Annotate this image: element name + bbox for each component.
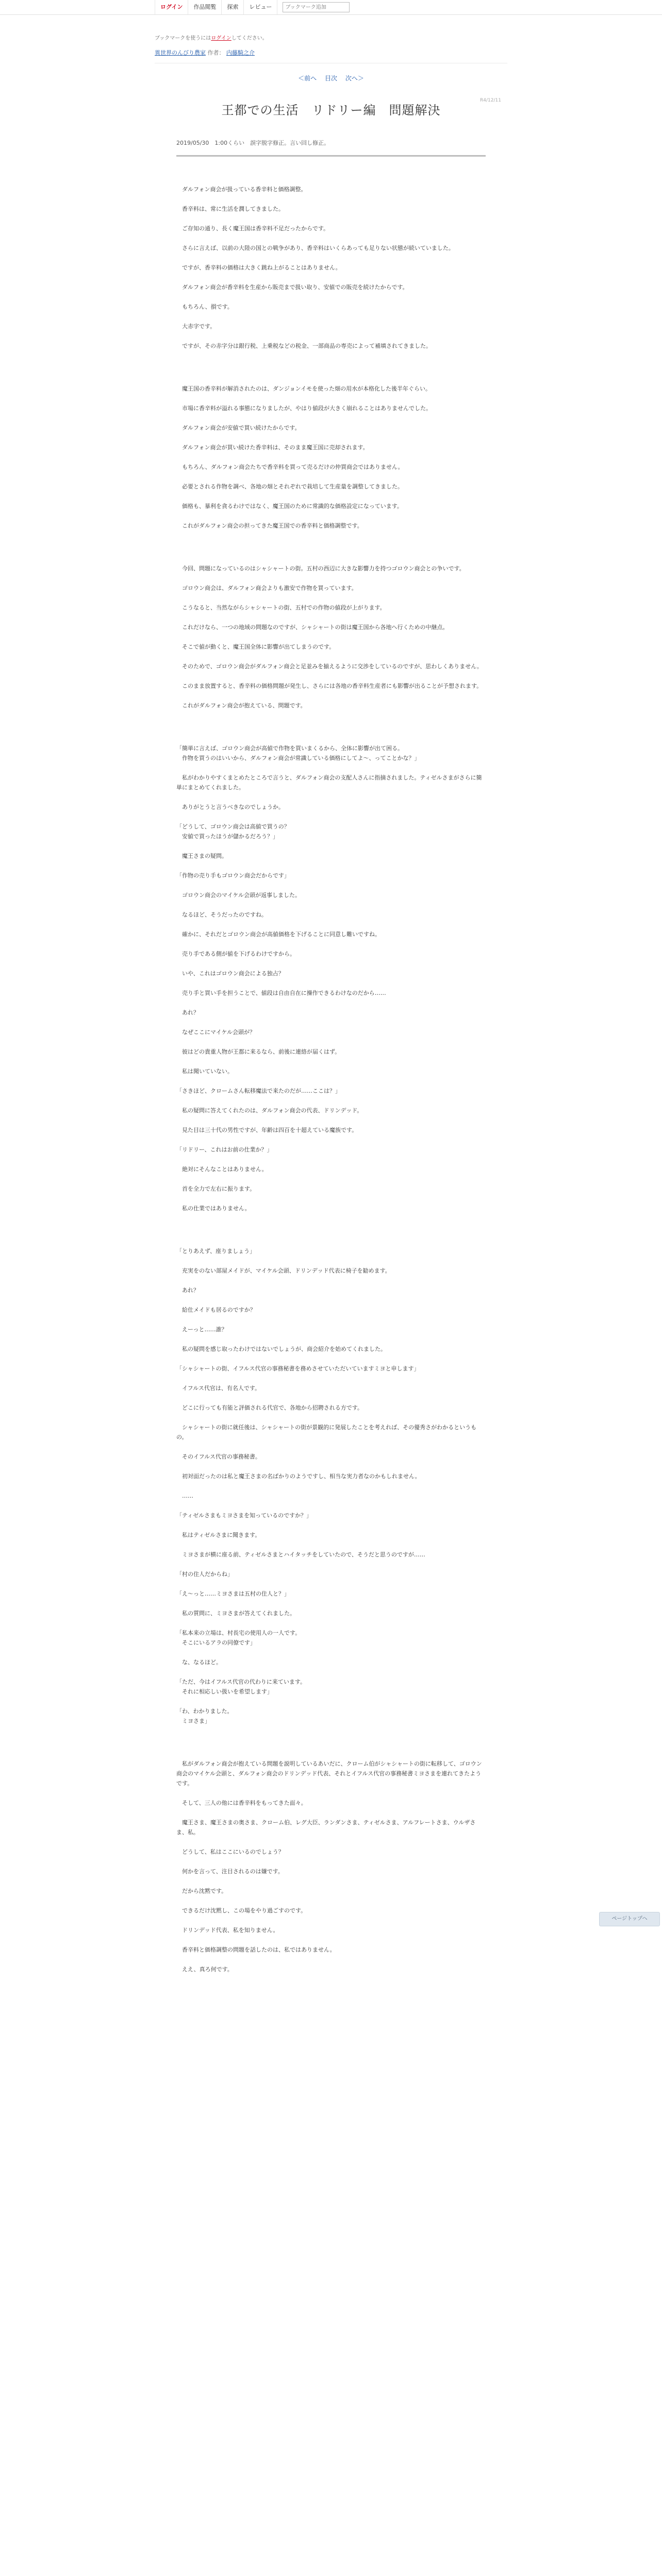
next-link[interactable]: 次へ＞ xyxy=(345,75,364,82)
body-paragraph: …… xyxy=(176,1493,193,1499)
body-paragraph: 必要とされる作物を調べ、各地の畑とそれぞれで栽培して生産量を調整してきました。 xyxy=(176,483,403,490)
body-paragraph: 魔王さま、魔王さまの奥さま、クローム伯、レグ大臣、ランダンさま、ティゼルさま、アルフレートさま、ウルザさま、私。 xyxy=(176,1819,476,1836)
body-paragraph: 充実をのない部屋メイドが、マイケル会頭、ドリンデッド代表に椅子を勧めます。 xyxy=(176,1267,391,1274)
body-paragraph: 「作物の売り手もゴロウン商会だからです」 xyxy=(176,872,290,879)
body-paragraph: ゴロウン商会は、ダルフォン商会よりも激安で作物を買っています。 xyxy=(176,585,357,591)
body-paragraph: 私がわかりやすくまとめたところで言うと、ダルフォン商会の支配人さんに指摘されました。ティゼルさまがさらに簡単にまとめてくれました。 xyxy=(176,774,482,791)
body-paragraph: ダルフォン商会が安値で買い続けたからです。 xyxy=(176,425,301,431)
nav-item-search[interactable]: 探索 xyxy=(222,0,244,14)
notice-prefix: ブックマークを使うには xyxy=(155,36,211,41)
page-top-button[interactable]: ページトップへ xyxy=(599,1912,660,1926)
body-paragraph: ダルフォン商会が買い続けた香辛料は、そのまま魔王国に売却されます。 xyxy=(176,444,369,451)
body-paragraph: 私がダルフォン商会が抱えている問題を説明しているあいだに、クローム伯がシャシャートの街に転移して、ゴロウン商会のマイケル会頭と、ダルフォン商会のドリンデッド代表、それとイフルス代官の事務秘書ミヨさまを連れてきたようです。 xyxy=(176,1760,482,1787)
body-paragraph: 絶対にそんなことはありません。 xyxy=(176,1166,268,1173)
body-paragraph: 価格も、暴利を貪るわけではなく、魔王国のために常識的な価格設定になっています。 xyxy=(176,503,403,510)
body-paragraph: ダルフォン商会が香辛料を生産から販売まで扱い取り、安値での販売を続けたからです。 xyxy=(176,284,408,291)
body-paragraph: ダルフォン商会が扱っている香辛料と価格調整。 xyxy=(176,186,307,193)
chapter-title: 王都での生活 リドリー編 問題解決 xyxy=(221,103,441,117)
body-paragraph: 香辛料は、常に生活を潤してきました。 xyxy=(176,206,284,212)
body-paragraph: 私は聞いていない。 xyxy=(176,1068,233,1075)
body-paragraph: ええ、真ろ何です。 xyxy=(176,1966,233,1973)
body-paragraph: いや、これはゴロウン商会による独占？ xyxy=(176,970,284,977)
body-paragraph: あれ？ xyxy=(176,1009,199,1016)
body-paragraph: 確かに、それだとゴロウン商会が高値価格を下げることに同意し難いですね。 xyxy=(176,931,380,938)
body-paragraph: 今回、問題になっているのはシャシャートの街。五村の西辺に大きな影響力を持つゴロウン商会との争いです。 xyxy=(176,565,465,572)
body-paragraph: どうして、私はここにいるのでしょう？ xyxy=(176,1849,284,1855)
notice-suffix: してください。 xyxy=(231,36,268,41)
body-paragraph: あれ？ xyxy=(176,1287,199,1294)
series-link[interactable]: 異世界のんびり農家 xyxy=(155,49,206,56)
body-paragraph: 魔王国の香辛料が解消されたのは、ダンジョンイモを使った畑の用水が本格化した後半年ぐらい。 xyxy=(176,385,432,392)
body-paragraph: もちろん、損です。 xyxy=(176,303,233,310)
body-paragraph: そのイフルス代官の事務秘書。 xyxy=(176,1453,261,1460)
body-paragraph: シャシャートの街に就任後は、シャシャートの街が景観的に発展したことを考えれば、その優秀さがわかるというもの。 xyxy=(176,1424,477,1440)
body-paragraph: 私の疑問を感じ取ったわけではないでしょうが、商会紹介を始めてくれました。 xyxy=(176,1346,386,1352)
body-paragraph: 「ティゼルさまもミヨさまを知っているのですか？」 xyxy=(176,1512,312,1519)
body-paragraph: 見た目は三十代の男性ですが、年齢は四百を十超えている魔族です。 xyxy=(176,1127,358,1133)
bookmark-input[interactable] xyxy=(283,2,350,12)
body-paragraph: 何かを言って、注目されるのは嫌です。 xyxy=(176,1868,284,1875)
body-paragraph: えーっと……誰？ xyxy=(176,1326,227,1333)
body-paragraph: できるだけ沈黙し、この場をやり過ごすのです。 xyxy=(176,1907,307,1914)
body-paragraph: そのためで、ゴロウン商会がダルフォン商会と足並みを揃えるように交渉をしているのですが、思わしくありません。 xyxy=(176,663,483,670)
bookmark-notice xyxy=(0,33,662,41)
author-label: 作者： xyxy=(207,49,225,56)
body-paragraph: なぜここにマイケル会頭が？ xyxy=(176,1029,256,1036)
body-paragraph: 大赤字です。 xyxy=(176,323,216,330)
body-paragraph: 私はティゼルさまに聞きます。 xyxy=(176,1532,261,1538)
body-paragraph: ドリンデッド代表、私を知りません。 xyxy=(176,1927,279,1934)
body-paragraph: そこで値が動くと、魔王国全体に影響が出てしまうのです。 xyxy=(176,643,335,650)
body-paragraph: 「さきほど、クロームさん転移魔法で来たのだが……ここは？」 xyxy=(176,1088,341,1094)
section-break xyxy=(176,1736,486,1759)
notice-login-link[interactable]: ログイン xyxy=(211,36,231,41)
body-paragraph: これがダルフォン商会の担ってきた魔王国での香辛料と価格調整です。 xyxy=(176,522,363,529)
chapter-pager xyxy=(0,74,662,82)
chapter-body xyxy=(176,184,486,1974)
body-paragraph: このまま放置すると、香辛料の価格問題が発生し、さらには各地の香辛料生産者にも影響が出ることが予想されます。 xyxy=(176,683,483,689)
author-link[interactable]: 内藤騎之介 xyxy=(226,49,255,56)
body-paragraph: ゴロウン商会のマイケル会頭が返事しました。 xyxy=(176,892,301,899)
body-paragraph: もちろん、ダルフォン商会たちで香辛料を買って売るだけの仲買商会ではありません。 xyxy=(176,464,404,470)
nav-item-review[interactable]: レビュー xyxy=(244,0,277,14)
title-underline xyxy=(176,155,486,157)
body-paragraph: 売り手と買い手を担うことで、値段は自由自在に操作できるわけなのだから…… xyxy=(176,990,386,996)
prev-link[interactable]: ＜前へ xyxy=(298,75,317,82)
body-paragraph: 「え～っと……ミヨさまは五村の住人と？」 xyxy=(176,1590,290,1597)
body-paragraph: 私の疑問に答えてくれたのは、ダルフォン商会の代表、ドリンデッド。 xyxy=(176,1107,363,1114)
body-paragraph: 「わ、わかりました。 ミヨさま」 xyxy=(176,1708,233,1724)
nav-item-browse[interactable]: 作品閲覧 xyxy=(188,0,222,14)
body-paragraph: ありがとうと言うべきなのでしょうか。 xyxy=(176,804,284,810)
body-paragraph: 私の仕業ではありません。 xyxy=(176,1205,251,1212)
body-paragraph: なるほど、そうだったのですね。 xyxy=(176,911,267,918)
body-paragraph: な、なるほど。 xyxy=(176,1659,222,1666)
body-paragraph: ですが、その赤字分は銀行税、上乗税などの税金、一部商品の専売によって補填されてきました。 xyxy=(176,343,432,349)
update-date: R4/12/11 xyxy=(480,98,501,103)
body-paragraph: 魔王さまの疑問。 xyxy=(176,853,227,859)
body-paragraph: 「私本来の立場は、村長宅の使用人の一人です。 そこにいるアラの同僚です」 xyxy=(176,1630,301,1646)
body-paragraph: 彼はどの貴重人物が王都に来るなら、前後に連絡が届くはず。 xyxy=(176,1048,341,1055)
body-paragraph: 私の質問に、ミヨさまが答えてくれました。 xyxy=(176,1610,295,1617)
body-paragraph: だから沈黙です。 xyxy=(176,1888,227,1894)
body-paragraph: 「簡単に言えば、ゴロウン商会が高値で作物を買いまくるから、全体に影響が出て困る。 作物を買うのはいいから、ダルフォン商会が常識している価格にしてよ～、ってことかな？」 xyxy=(176,745,420,761)
body-paragraph: ですが、香辛料の価格は大きく跳ね上がることはありません。 xyxy=(176,264,341,271)
body-paragraph: 「村の住人だからね」 xyxy=(176,1571,233,1578)
body-paragraph: どこに行っても有能と評価される代官で、各地から招聘される方です。 xyxy=(176,1404,363,1411)
body-paragraph: こうなると、当然ながらシャシャートの街、五村での作物の値段が上がります。 xyxy=(176,604,386,611)
revision-note: 2019/05/30 1:00くらい 誤字脱字修正。言い回し修正。 xyxy=(176,140,330,146)
chapter-article xyxy=(176,98,501,1974)
body-paragraph: 香辛料と価格調整の問題を話したのは、私ではありません。 xyxy=(176,1946,336,1953)
section-break xyxy=(176,720,486,743)
toc-link[interactable]: 目次 xyxy=(324,75,337,82)
body-paragraph: 売り手である側が値を下げるわけですから。 xyxy=(176,951,295,957)
body-paragraph: 市場に香辛料が溢れる事態になりましたが、やはり値段が大きく崩れることはありませんでした。 xyxy=(176,405,432,412)
login-button[interactable]: ログイン xyxy=(155,0,188,14)
body-paragraph: 「シャシャートの街、イフルス代官の事務秘書を務めさせていただいていますミヨと申します」 xyxy=(176,1365,420,1372)
body-paragraph: 給仕メイドも居るのですか？ xyxy=(176,1307,256,1313)
body-paragraph: これだけなら、一つの地域の問題なのですが、シャシャートの街は魔王国から各地へ行くための中継点。 xyxy=(176,624,449,631)
body-paragraph: 初対面だったのは私と魔王さまの名ばかりのようですし、相当な実力者なのかもしれません。 xyxy=(176,1473,421,1480)
body-paragraph: 首を全力で左右に振ります。 xyxy=(176,1185,256,1192)
section-break xyxy=(176,361,486,384)
body-paragraph: 「ただ、今はイフルス代官の代わりに来ています。 それに相応しい扱いを希望します」 xyxy=(176,1679,306,1695)
body-paragraph: さらに言えば、以前の大陸の国との戦争があり、香辛料はいくらあっても足りない状態が続いていました。 xyxy=(176,245,454,251)
body-paragraph: これがダルフォン商会が抱えている、問題です。 xyxy=(176,702,306,709)
body-paragraph: ミヨさまが横に座る前、ティゼルさまとハイタッチをしていたので、そうだと思うのですが…… xyxy=(176,1551,425,1558)
body-paragraph: 「どうして、ゴロウン商会は高値で買うの？ 安値で買ったほうが儲かるだろう？」 xyxy=(176,823,290,840)
top-navigation-bar xyxy=(0,0,662,15)
body-paragraph: ご存知の通り、長く魔王国は香辛料不足だったからです。 xyxy=(176,225,329,232)
section-break xyxy=(176,540,486,564)
body-paragraph: イフルス代官は、有名人です。 xyxy=(176,1385,261,1392)
breadcrumb xyxy=(0,48,662,57)
body-paragraph: 「とりあえず、座りましょう」 xyxy=(176,1248,256,1255)
section-break xyxy=(176,1223,486,1246)
body-paragraph: 「リドリー、これはお前の仕業か？」 xyxy=(176,1146,273,1153)
body-paragraph: そして、三人の他には香辛料をもってきた面々。 xyxy=(176,1800,307,1806)
